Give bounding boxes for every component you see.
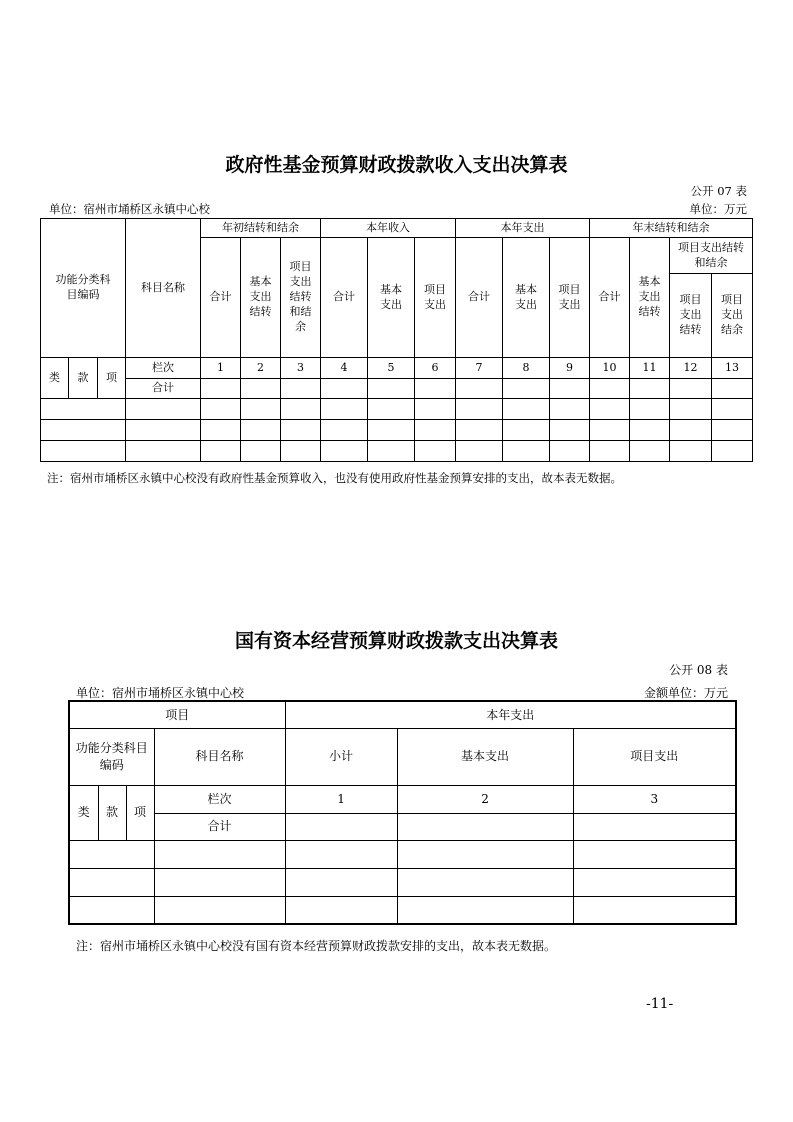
column-number: 12 xyxy=(670,358,712,379)
end-project-balance-header: 项目支出结余 xyxy=(712,274,753,358)
group-begin-header: 年初结转和结余 xyxy=(201,219,321,238)
project-header: 项目 xyxy=(69,701,285,728)
income-project-header: 项目支出 xyxy=(415,238,456,358)
subject-name-header: 科目名称 xyxy=(126,219,201,358)
table08-grid xyxy=(68,700,737,925)
begin-basic-carry-header: 基本支出结转 xyxy=(241,238,281,358)
column-number: 3 xyxy=(573,785,736,813)
table07-unit: 单位：宿州市埇桥区永镇中心校 xyxy=(49,202,210,216)
project-expense-header: 项目支出 xyxy=(573,728,736,785)
table-row xyxy=(41,441,753,462)
table08-amount-unit: 金额单位：万元 xyxy=(643,686,728,700)
column-number: 5 xyxy=(368,358,415,379)
end-project-carry-header: 项目支出结转 xyxy=(670,274,712,358)
expense-total-header: 合计 xyxy=(456,238,503,358)
column-number: 7 xyxy=(456,358,503,379)
table-row xyxy=(69,868,736,896)
column-number: 1 xyxy=(285,785,397,813)
subtotal-header: 小计 xyxy=(285,728,397,785)
lanci-label: 栏次 xyxy=(154,785,285,813)
table08-note: 注：宿州市埇桥区永镇中心校没有国有资本经营预算财政拨款安排的支出，故本表无数据。 xyxy=(76,939,557,953)
kuan-header: 款 xyxy=(98,785,126,840)
expense-basic-header: 基本支出 xyxy=(503,238,550,358)
group-income-header: 本年收入 xyxy=(321,219,456,238)
column-number: 8 xyxy=(503,358,550,379)
table08-code: 公开 08 表 xyxy=(669,663,728,677)
table08-title: 国有资本经营预算财政拨款支出决算表 xyxy=(234,630,558,652)
group-expense-header: 本年支出 xyxy=(456,219,590,238)
func-code-header: 功能分类科目编码 xyxy=(41,219,126,358)
column-number: 9 xyxy=(550,358,590,379)
column-number: 13 xyxy=(712,358,753,379)
column-number: 10 xyxy=(590,358,630,379)
column-number: 2 xyxy=(397,785,573,813)
page-number: -11- xyxy=(646,996,674,1012)
lanci-label: 栏次 xyxy=(126,358,201,379)
table-row xyxy=(69,840,736,868)
heji-label: 合计 xyxy=(154,813,285,840)
column-number: 2 xyxy=(241,358,281,379)
subject-name-header: 科目名称 xyxy=(154,728,285,785)
table-row xyxy=(41,399,753,420)
column-number: 11 xyxy=(630,358,670,379)
lei-header: 类 xyxy=(41,358,69,399)
income-basic-header: 基本支出 xyxy=(368,238,415,358)
table07-code: 公开 07 表 xyxy=(690,184,747,198)
column-number: 6 xyxy=(415,358,456,379)
xiang-header: 项 xyxy=(98,358,126,399)
column-number: 1 xyxy=(201,358,241,379)
basic-expense-header: 基本支出 xyxy=(397,728,573,785)
func-code-header: 功能分类科目编码 xyxy=(69,728,154,785)
table07-amount-unit: 单位：万元 xyxy=(689,202,747,216)
table07-title: 政府性基金预算财政拨款收入支出决算表 xyxy=(225,154,568,176)
column-number: 4 xyxy=(321,358,368,379)
end-project-carry-group-header: 项目支出结转和结余 xyxy=(670,238,753,274)
lei-header: 类 xyxy=(69,785,98,840)
begin-project-carry-header: 项目支出结转和结余 xyxy=(281,238,321,358)
table08-unit: 单位：宿州市埇桥区永镇中心校 xyxy=(76,686,245,700)
table-row xyxy=(41,420,753,441)
kuan-header: 款 xyxy=(69,358,98,399)
group-end-header: 年末结转和结余 xyxy=(590,219,753,238)
table07-note: 注：宿州市埇桥区永镇中心校没有政府性基金预算收入，也没有使用政府性基金预算安排的支出，故本表无数据。 xyxy=(47,471,622,485)
end-basic-carry-header: 基本支出结转 xyxy=(630,238,670,358)
income-total-header: 合计 xyxy=(321,238,368,358)
heji-label: 合计 xyxy=(126,379,201,399)
begin-total-header: 合计 xyxy=(201,238,241,358)
column-number: 3 xyxy=(281,358,321,379)
end-total-header: 合计 xyxy=(590,238,630,358)
table07-grid xyxy=(40,218,753,462)
table-row xyxy=(69,896,736,924)
expense-project-header: 项目支出 xyxy=(550,238,590,358)
xiang-header: 项 xyxy=(126,785,154,840)
current-expense-header: 本年支出 xyxy=(285,701,736,728)
